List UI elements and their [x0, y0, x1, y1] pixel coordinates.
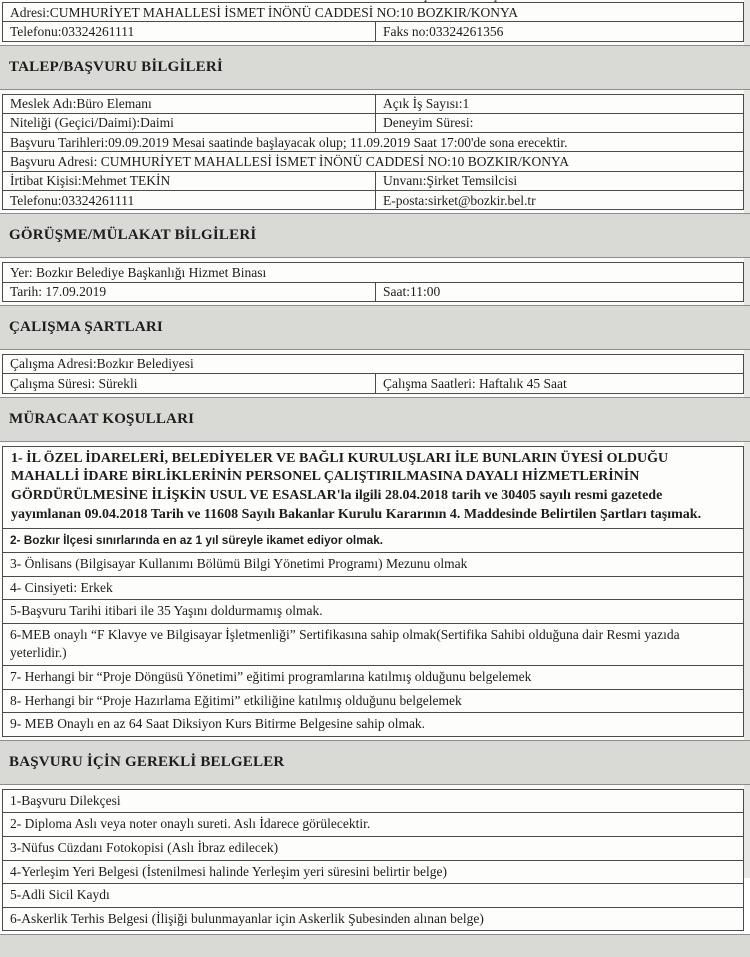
section-title: GÖRÜŞME/MÜLAKAT BİLGİLERİ [9, 227, 257, 244]
section-header-application-requirements [0, 397, 750, 442]
employer-address: Adresi:CUMHURİYET MAHALLESİ İSMET İNÖNÜ CADDESİ NO:10 BOZKIR/KONYA [10, 4, 518, 20]
occupation-row [3, 95, 743, 114]
section-header-working-conditions [0, 305, 750, 350]
working-duration: Çalışma Süresi: Sürekli [3, 374, 376, 392]
requirement-item: 2- Bozkır İlçesi sınırlarında en az 1 yıl süreyle ikamet ediyor olmak. [3, 529, 743, 553]
requirement-item: 6-MEB onaylı “F Klavye ve Bilgisayar İşletmenliği” Sertifikasına sahip olmak(Sertifika Sahibi olduğuna dair Resmi yazıda yeterlidir.) [3, 624, 743, 666]
required-documents-table [2, 789, 744, 932]
requirement-item: 1- İL ÖZEL İDARELERİ, BELEDİYELER VE BAĞLI KURULUŞLARI İLE BUNLARIN ÜYESİ OLDUĞU MAHALLİ İDARE BİRLİKLERİNİN PERSONEL ÇALIŞTIRILMASINA DAYALI HİZMETLERİNİN GÖRDÜRÜLMESİNE İLİŞKİN USUL VE ESASLAR'la ilgili 28.04.2018 tarih ve 30405 sayılı resmi gazetede yayımlanan 09.04.2018 Tarih ve 11608 Sayılı Bakanlar Kurulu Kararının 4. Maddesinde Belirtilen Şartları taşımak. [3, 447, 743, 530]
application-address-row [3, 152, 743, 171]
contact-email: E-posta:sirket@bozkir.bel.tr [383, 192, 536, 208]
interview-date-time-row [3, 283, 743, 302]
application-requirements-table [2, 446, 744, 737]
interview-info-table [2, 262, 744, 302]
requirement-item: 5-Başvuru Tarihi itibari ile 35 Yaşını doldurmamış olmak. [3, 600, 743, 624]
document-item: 3-Nüfus Cüzdanı Fotokopisi (Aslı İbraz edilecek) [3, 837, 743, 861]
employer-fax: Faks no:03324261356 [383, 23, 504, 39]
section-header-required-documents [0, 740, 750, 785]
interview-place: Yer: Bozkır Belediye Başkanlığı Hizmet Binası [10, 264, 267, 280]
employer-contact-table [2, 2, 744, 42]
section-title: MÜRACAAT KOŞULLARI [9, 410, 195, 427]
contact-title: Unvanı:Şirket Temsilcisi [383, 173, 518, 189]
interview-time: Saat:11:00 [383, 284, 441, 300]
working-duration-hours-row [3, 374, 743, 393]
document-item: 6-Askerlik Terhis Belgesi (İlişiği bulunmayanlar için Askerlik Şubesinden alınan belge) [3, 908, 743, 932]
document-item: 5-Adli Sicil Kaydı [3, 884, 743, 908]
phone-email-row [3, 191, 743, 210]
section-title: TALEP/BAŞVURU BİLGİLERİ [9, 58, 223, 75]
working-address-row [3, 355, 743, 374]
requirement-item: 9- MEB Onaylı en az 64 Saat Diksiyon Kurs Bitirme Belgesine sahip olmak. [3, 713, 743, 737]
working-address: Çalışma Adresi:Bozkır Belediyesi [10, 356, 194, 372]
quality: Niteliği (Geçici/Daimi):Daimi [3, 114, 376, 132]
employer-phone-fax-row [3, 22, 743, 41]
section-title: ÇALIŞMA ŞARTLARI [9, 318, 163, 335]
occupation: Meslek Adı:Büro Elemanı [3, 95, 376, 113]
contact-person-row [3, 172, 743, 191]
application-address: Başvuru Adresi: CUMHURİYET MAHALLESİ İSMET İNÖNÜ CADDESİ NO:10 BOZKIR/KONYA [10, 153, 569, 169]
employer-address-row [3, 3, 743, 22]
document-item: 1-Başvuru Dilekçesi [3, 790, 743, 814]
application-dates: Başvuru Tarihleri:09.09.2019 Mesai saatinde başlayacak olup; 11.09.2019 Saat 17:00'de sona erecektir. [10, 134, 568, 150]
quality-row [3, 114, 743, 133]
requirement-item: 4- Cinsiyeti: Erkek [3, 577, 743, 601]
requirement-item: 7- Herhangi bir “Proje Döngüsü Yönetimi” eğitimi programlarına katılmış olduğunu belgelemek [3, 666, 743, 690]
interview-date: Tarih: 17.09.2019 [3, 283, 376, 301]
open-positions: Açık İş Sayısı:1 [383, 96, 470, 112]
requirement-item: 8- Herhangi bir “Proje Hazırlama Eğitimi” etkiliğine katılmış olduğunu belgelemek [3, 690, 743, 714]
section-header-interview-info [0, 213, 750, 258]
experience: Deneyim Süresi: [383, 115, 474, 131]
request-info-table [2, 94, 744, 211]
employer-phone: Telefonu:03324261111 [3, 22, 376, 40]
section-title: BAŞVURU İÇİN GEREKLİ BELGELER [9, 753, 285, 770]
working-hours: Çalışma Saatleri: Haftalık 45 Saat [383, 375, 567, 391]
interview-place-row [3, 263, 743, 282]
document-item: 2- Diploma Aslı veya noter onaylı sureti. Aslı İdarece görülecektir. [3, 813, 743, 837]
contact-phone: Telefonu:03324261111 [3, 191, 376, 209]
requirement-item: 3- Önlisans (Bilgisayar Kullanımı Bölümü Bilgi Yönetimi Programı) Mezunu olmak [3, 553, 743, 577]
next-section-band-cutoff [0, 934, 750, 957]
section-header-request-info [0, 45, 750, 90]
application-dates-row [3, 133, 743, 152]
contact-person: İrtibat Kişisi:Mehmet TEKİN [3, 172, 376, 190]
working-conditions-table [2, 354, 744, 394]
document-item: 4-Yerleşim Yeri Belgesi (İstenilmesi halinde Yerleşim yeri süresini belirtir belge) [3, 861, 743, 885]
